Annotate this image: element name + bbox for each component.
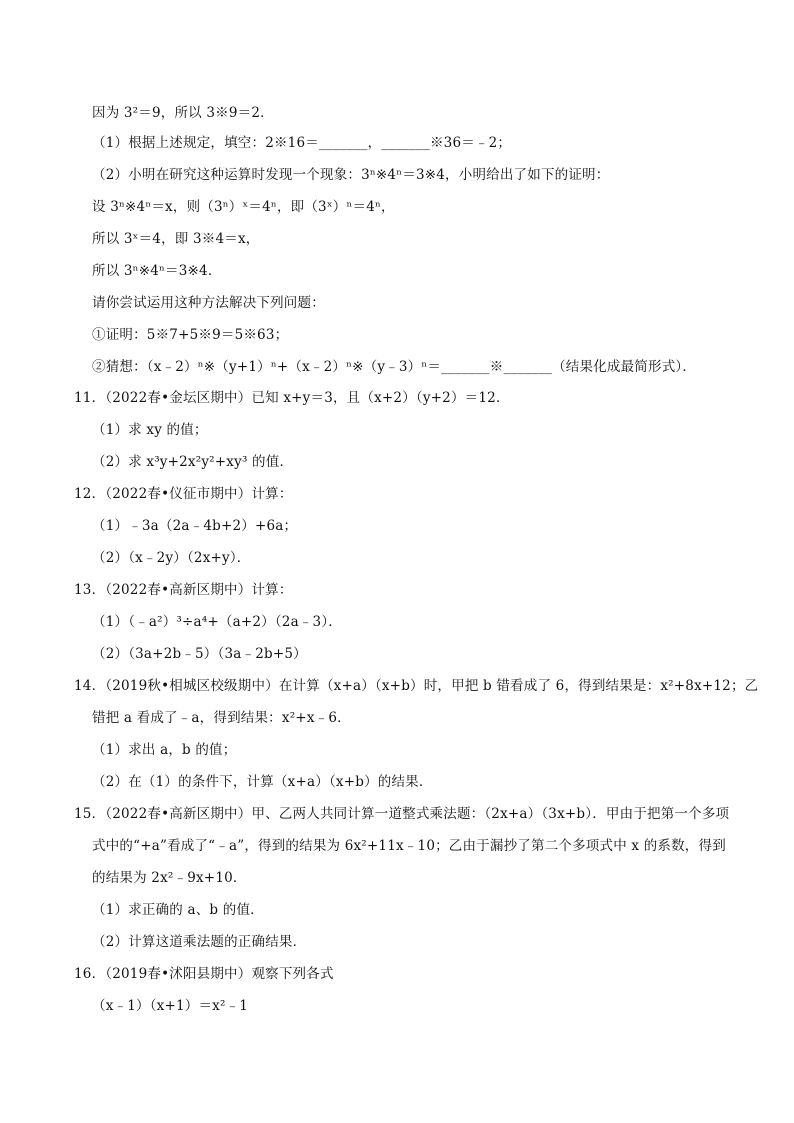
text-line: 所以 3ⁿ※4ⁿ＝3※4． — [92, 263, 222, 279]
question-11: 11．（2022春•金坛区期中）已知 x+y＝3，且（x+2）（y+2）＝12． — [74, 390, 510, 406]
text-line: （1）求正确的 a、b 的值． — [92, 902, 264, 918]
text-line: 式中的“+a”看成了“﹣a”，得到的结果为 6x²+11x﹣10；乙由于漏抄了第二个多项式中 x 的系数，得到 — [92, 838, 726, 854]
text-line: 因为 3²＝9，所以 3※9＝2． — [92, 105, 274, 121]
text-line: 所以 3ˣ＝4，即 3※4＝x， — [92, 231, 260, 247]
text-line: （2）小明在研究这种运算时发现一个现象：3ⁿ※4ⁿ＝3※4，小明给出了如下的证明： — [92, 167, 610, 183]
text-line: （1）求出 a，b 的值； — [92, 742, 237, 758]
question-13: 13．（2022春•高新区期中）计算： — [74, 582, 293, 598]
text-line: 请你尝试运用这种方法解决下列问题： — [92, 295, 325, 311]
text-line: （x﹣1）（x+1）＝x²﹣1 — [92, 998, 249, 1014]
text-line: 设 3ⁿ※4ⁿ＝x，则（3ⁿ）ˣ＝4ⁿ，即（3ˣ）ⁿ＝4ⁿ， — [92, 199, 395, 215]
text-line: （1）求 xy 的值； — [92, 422, 208, 438]
text-line: （2）（x﹣2y）（2x+y）． — [92, 550, 251, 566]
question-14: 14．（2019秋•相城区校级期中）在计算（x+a）（x+b）时，甲把 b 错看成了 6，得到结果是：x²+8x+12；乙 — [74, 678, 759, 694]
text-line: （2）（3a+2b﹣5）（3a﹣2b+5） — [92, 646, 307, 662]
text-line: （2）求 x³y+2x²y²+xy³ 的值． — [92, 454, 294, 470]
text-line: （2）在（1）的条件下，计算（x+a）（x+b）的结果． — [92, 774, 433, 790]
text-line: ①证明：5※7+5※9＝5※63； — [92, 327, 289, 343]
text-line: （2）计算这道乘法题的正确结果． — [92, 934, 307, 950]
text-line: （1）﹣3a（2a﹣4b+2）+6a； — [92, 518, 298, 534]
text-line: 错把 a 看成了﹣a，得到结果：x²+x﹣6． — [92, 710, 351, 726]
question-15: 15．（2022春•高新区期中）甲、乙两人共同计算一道整式乘法题：（2x+a）（3x+b）．甲由于把第一个多项 — [74, 806, 730, 822]
text-line: 的结果为 2x²﹣9x+10． — [92, 870, 247, 886]
text-line: （1）根据上述规定，填空：2※16＝_______，_______※36＝﹣2； — [92, 135, 512, 151]
text-line: （1）（﹣a²）³÷a⁴+（a+2）（2a﹣3）． — [92, 614, 342, 630]
text-line: ②猜想：（x﹣2）ⁿ※（y+1）ⁿ+（x﹣2）ⁿ※（y﹣3）ⁿ＝_______※_______（结果化成最简形式）． — [92, 359, 697, 375]
question-12: 12．（2022春•仪征市期中）计算： — [74, 486, 293, 502]
question-16: 16．（2019春•沭阳县期中）观察下列各式 — [74, 966, 334, 982]
